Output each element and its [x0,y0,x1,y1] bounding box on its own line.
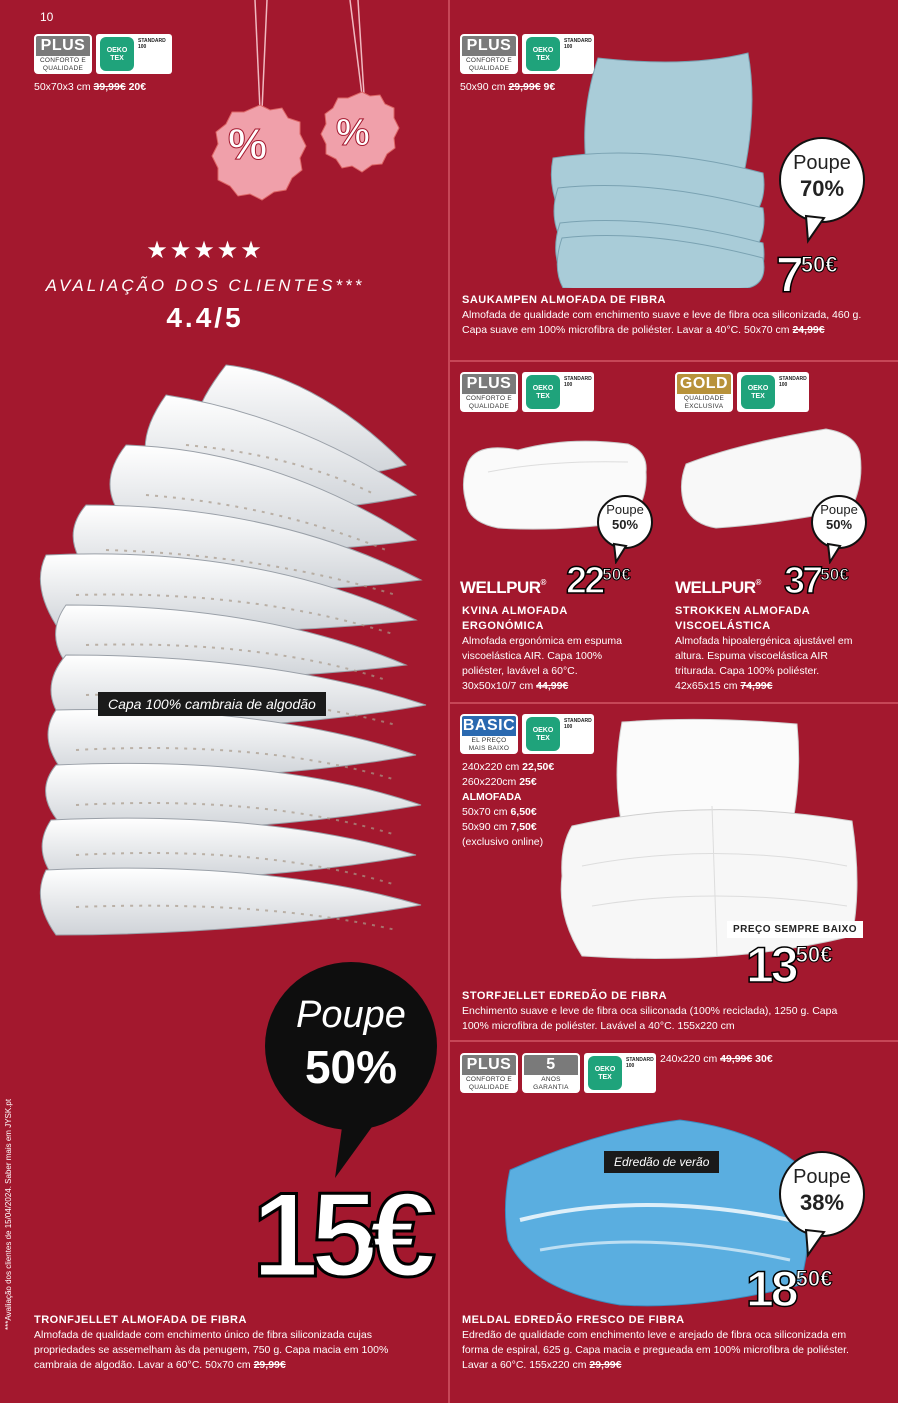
product-desc: Almofada de qualidade com enchimento único de fibra siliconizada cujas propriedades se assemelham às da penugem, 750 g. Capa macia em 100% cambraia de algodão. Lavar a 60°C. 50x70 cm 29,99€ [34,1329,389,1371]
product-desc: Almofada de qualidade com enchimento suave e leve de fibra oca siliconizada, 460 g. Capa suave em 100% microfibra de poliéster. Lavar a 40°C. 50x70 cm 24,99€ [462,309,862,336]
plus-badge: PLUS CONFORTO E QUALIDADE [460,1053,518,1093]
wellpur-logo: WELLPUR® [460,578,546,597]
kvina-savings-percent: 50% [611,517,639,532]
material-caption: Capa 100% cambraia de algodão [98,692,326,716]
product-title: SAUKAMPEN ALMOFADA DE FIBRA [462,294,666,306]
kvina-savings-label: Poupe [606,502,644,517]
page-number: 10 [40,10,54,24]
product-saukampen [462,293,862,338]
meldal-savings-label: Poupe [793,1166,851,1188]
product-strokken [675,604,865,694]
pillow-stack-image [36,355,446,975]
strokken-savings-label: Poupe [820,502,858,517]
sale-tag-percent: % [228,120,268,169]
oeko-tex-badge: OEKO TEX STANDARD 100 [584,1053,656,1093]
product-title: STORFJELLET EDREDÃO DE FIBRA [462,990,668,1002]
size-price: 50x90 cm 29,99€ 9€ [460,81,556,93]
sale-tag-percent: % [336,112,370,154]
price-tronfjellet: 15€ [252,1168,429,1302]
product-desc: Almofada ergonómica em espuma viscoelástica AIR. Capa 100% poliéster, lavável a 60°C. 30x50x10/7 cm 44,99€ [462,635,622,692]
product-title: MELDAL EDREDÃO FRESCO DE FIBRA [462,1314,685,1326]
oeko-tex-badge: OEKO TEX STANDARD 100 [522,714,594,754]
summer-caption: Edredão de verão [604,1151,719,1173]
footnote: ***Avaliação dos clientes de 15/04/2024. Saber mais em JYSK.pt [4,1098,13,1330]
size-price: 50x70x3 cm 39,99€ 20€ [34,81,147,93]
price-storfjellet: 1350€ [746,937,833,993]
meldal-savings-percent: 38% [799,1190,845,1215]
always-low-price-tag: PREÇO SEMPRE BAIXO [727,921,863,938]
section-divider [450,360,898,362]
storfjellet-sizes: 240x220 cm 22,50€ 260x220cm 25€ ALMOFADA 50x70 cm 6,50€ 50x90 cm 7,50€ (exclusivo online) [462,761,555,848]
rating-stars: ★★★★★ [146,237,264,264]
product-desc: Edredão de qualidade com enchimento leve e arejado de fibra oca siliconizada em forma de espiral, 625 g. Capa macia e pregueada em 100% microfibra de poliéster. Lavar a 60°C. 155x220 cm 29,99€ [462,1329,849,1371]
saukampen-pillows-image [548,48,778,288]
warranty-badge: 5 ANOS GARANTIA [522,1053,580,1093]
product-meldal [462,1313,862,1373]
savings-percent: 50% [304,1041,398,1093]
meldal-badges [460,1053,656,1093]
price-meldal: 1850€ [746,1261,833,1317]
product-kvina [462,604,632,694]
section-divider [450,702,898,704]
gold-badge: GOLD QUALIDADE EXCLUSIVA [675,372,733,412]
rating-value: 4.4/5 [166,302,244,333]
product-title: TRONFJELLET ALMOFADA DE FIBRA [34,1314,247,1326]
price-kvina: 2250€ [566,560,631,602]
product-desc: Almofada hipoalergénica ajustável em altura. Espuma viscoelástica AIR triturada. Capa 100% poliéster. 42x65x15 cm 74,99€ [675,635,853,692]
product-title: STROKKEN ALMOFADA VISCOELÁSTICA [675,605,810,632]
plus-badge: PLUS CONFORTO E QUALIDADE [460,372,518,412]
product-storfjellet [462,989,862,1034]
saukampen-savings-label: Poupe [793,152,851,174]
kvina-badges [460,372,594,412]
price-saukampen: 750€ [776,247,838,303]
product-tronfjellet [34,1313,414,1373]
wellpur-logo: WELLPUR® [675,578,761,597]
plus-badge: PLUS CONFORTO E QUALIDADE [460,34,518,74]
basic-badge: BASIC EL PREÇO MAIS BAIXO [460,714,518,754]
saukampen-savings-percent: 70% [799,176,845,201]
savings-label: Poupe [296,994,406,1036]
product-title: KVINA ALMOFADA ERGONÓMICA [462,605,568,632]
oeko-tex-badge: OEKO TEX STANDARD 100 [737,372,809,412]
oeko-tex-badge: OEKO TEX STANDARD 100 [96,34,172,74]
oeko-tex-badge: OEKO TEX STANDARD 100 [522,34,594,74]
strokken-savings-percent: 50% [825,517,853,532]
rating-label: AVALIAÇÃO DOS CLIENTES*** [45,276,365,295]
sale-tags [200,0,420,210]
size-price: 240x220 cm 49,99€ 30€ [660,1053,773,1065]
product-desc: Enchimento suave e leve de fibra oca siliconada (100% reciclada), 1250 g. Capa 100% microfibra de poliéster. Lavável a 40°C. 155x220 cm [462,1005,838,1032]
plus-badge: PLUS CONFORTO E QUALIDADE [34,34,92,74]
oeko-tex-badge: OEKO TEX STANDARD 100 [522,372,594,412]
left-badges [34,34,172,74]
strokken-badges [675,372,809,412]
section-divider [450,1040,898,1042]
price-strokken: 3750€ [784,560,849,602]
